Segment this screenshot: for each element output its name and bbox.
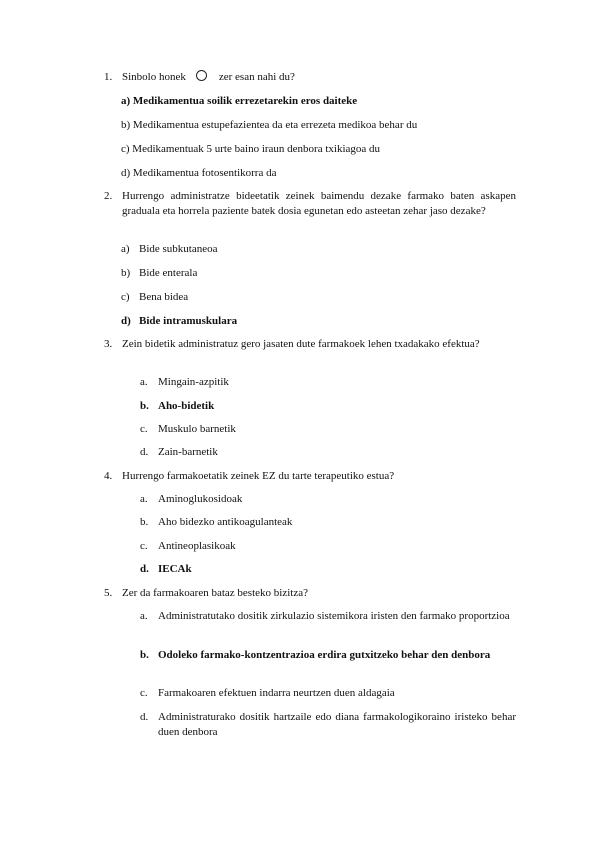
question-text: Hurrengo farmakoetatik zeinek EZ du tarte terapeutiko estua? — [122, 470, 395, 482]
question-5 — [104, 586, 516, 601]
circle-symbol-icon — [196, 70, 207, 81]
option-5c: c. Farmakoaren efektuen indarra neurtzen duen aldagaia — [140, 687, 395, 699]
option-1c: c) Medikamentuak 5 urte baino iraun denbora txikiagoa du — [121, 143, 381, 155]
question-number: 2. — [104, 190, 113, 202]
option-5b: b. Odoleko farmako-kontzentrazioa erdira gutxitzeko behar den denbora — [140, 649, 491, 661]
option-3b: b. Aho-bidetik — [140, 400, 215, 412]
option-4b: b. Aho bidezko antikoagulanteak — [140, 516, 293, 528]
option-3a: a. Mingain-azpitik — [140, 376, 229, 388]
option-2b: b) Bide enterala — [121, 267, 198, 279]
option-1d: d) Medikamentua fotosentikorra da — [121, 167, 277, 179]
option-3c: c. Muskulo barnetik — [140, 423, 236, 435]
question-2 — [104, 189, 516, 219]
question-3 — [104, 337, 516, 352]
question-text: Sinbolo honek zer esan nahi du? — [122, 71, 295, 83]
question-number: 4. — [104, 470, 113, 482]
question-1 — [104, 70, 516, 85]
question-number: 3. — [104, 338, 113, 350]
option-4c: c. Antineoplasikoak — [140, 540, 236, 552]
question-text: Hurrengo administratze bideetatik zeinek baimendu dezake farmako baten askapen graduala eta horrela paziente batek dosia egunetan edo asteetan zehar jaso dezake? — [122, 190, 516, 217]
option-1b: b) Medikamentua estupefazientea da eta errezeta medikoa behar du — [121, 119, 418, 131]
option-5d: d. Administraturako dositik hartzaile edo diana farmakologikoraino iristeko behar duen denbora — [140, 711, 516, 738]
option-3d: d. Zain-barnetik — [140, 446, 218, 458]
option-5a: a. Administratutako dositik zirkulazio sistemikora iristen den farmako proportzioa — [140, 610, 510, 622]
option-2d: d) Bide intramuskulara — [121, 315, 238, 327]
option-1a: a) Medikamentua soilik errezetarekin eros daiteke — [121, 95, 358, 107]
option-2a: a) Bide subkutaneoa — [121, 243, 218, 255]
question-text: Zer da farmakoaren bataz besteko bizitza? — [122, 587, 308, 599]
option-4a: a. Aminoglukosidoak — [140, 493, 243, 505]
question-number: 5. — [104, 587, 113, 599]
option-2c: c) Bena bidea — [121, 291, 189, 303]
question-text: Zein bidetik administratuz gero jasaten dute farmakoek lehen txadakako efektua? — [122, 338, 480, 350]
question-4 — [104, 469, 516, 484]
option-4d: d. IECAk — [140, 563, 192, 575]
question-number: 1. — [104, 71, 113, 83]
